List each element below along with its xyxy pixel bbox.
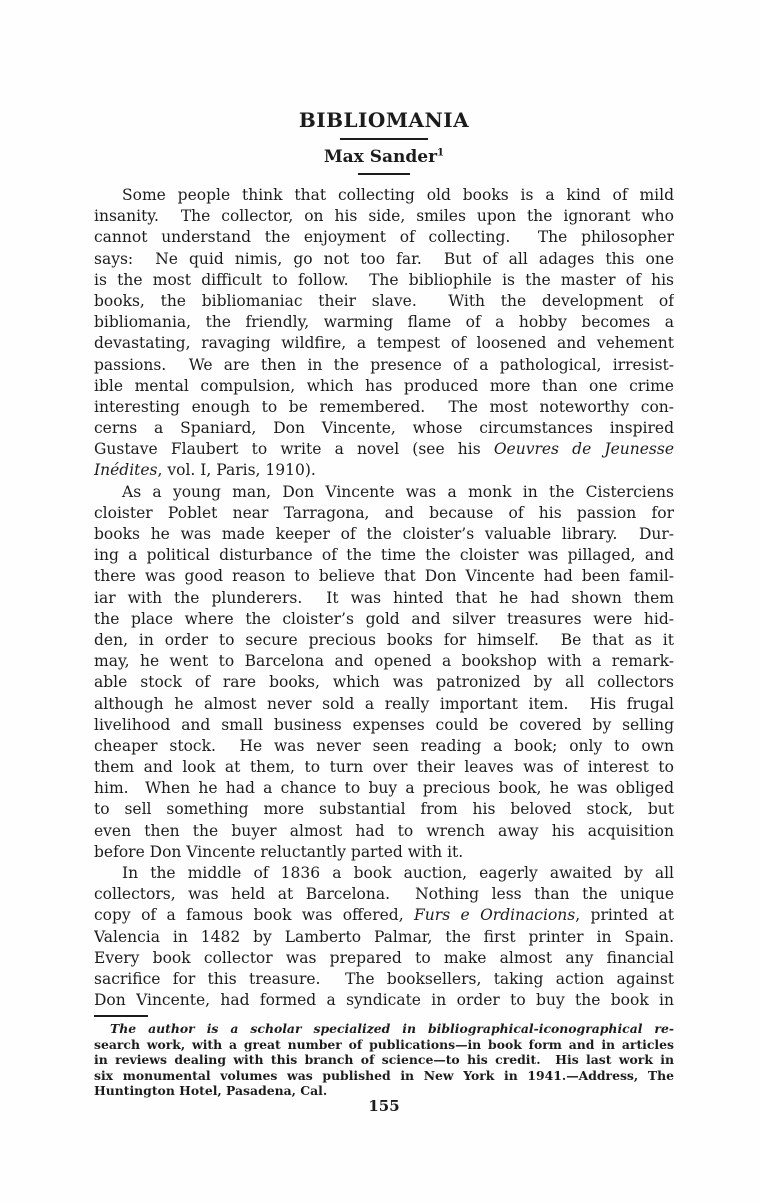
text-line: to sell something more substantial from his beloved stock, but [94, 800, 674, 819]
text-line: In the middle of 1836 a book auction, eagerly awaited by all [122, 864, 674, 882]
text-line: livelihood and small business expenses could be covered by selling [94, 715, 674, 734]
footnote-rule [94, 1015, 148, 1017]
text-line: iar with the plunderers. It was hinted that he had shown them [94, 588, 674, 607]
text-line: even then the buyer almost had to wrench away his acquisition [94, 821, 674, 840]
text-line: den, in order to secure precious books for himself. Be that as it [94, 630, 674, 649]
author-name: Max Sander [323, 147, 438, 167]
text-line: him. When he had a chance to buy a precious book, he was obliged [94, 779, 674, 798]
page-title: BIBLIOMANIA [298, 108, 470, 132]
text-line: As a young man, Don Vincente was a monk in the Cisterciens [122, 482, 674, 501]
text-line: interesting enough to be remembered. The most noteworthy con- [94, 397, 674, 416]
author-byline [94, 147, 674, 167]
text-line: cerns a Spaniard, Don Vincente, whose circumstances inspired [94, 419, 674, 438]
text-line: bibliomania, the friendly, warming flame of a hobby becomes a [94, 313, 674, 332]
text-line: able stock of rare books, which was patronized by all collectors [94, 673, 674, 692]
text-line: Don Vincente, had formed a syndicate in order to buy the book in [94, 991, 674, 1010]
text-line: search work, with a great number of publications—in book form and in articles [94, 1036, 674, 1052]
text-line: cheaper stock. He was never seen reading a book; only to own [94, 736, 674, 755]
text-line: there was good reason to believe that Don Vincente had been famil- [94, 567, 674, 586]
text-line: six monumental volumes was published in New York in 1941.—Address, The [94, 1067, 674, 1083]
text-line: is the most difficult to follow. The bibliophile is the master of his [94, 270, 674, 289]
text-line: the place where the cloister’s gold and silver treasures were hid- [94, 609, 674, 628]
text-line: may, he went to Barcelona and opened a bookshop with a remark- [94, 652, 674, 671]
text-line: Some people think that collecting old books is a kind of mild [122, 186, 674, 204]
text-line: cannot understand the enjoyment of collecting. The philosopher [94, 228, 674, 247]
text-line: books he was made keeper of the cloister’s valuable library. Dur- [94, 525, 674, 543]
footnote-text [94, 1021, 674, 1099]
text-line: although he almost never sold a really important item. His frugal [94, 694, 674, 713]
text-line: The author is a scholar specialized in bibliographical-iconographical re- [110, 1021, 674, 1036]
text-line: Valencia in 1482 by Lamberto Palmar, the first printer in Spain. [94, 927, 674, 946]
text-line: devastating, ravaging wildfire, a tempest of loosened and vehement [94, 334, 674, 353]
text-line: passions. We are then in the presence of a pathological, irresist- [94, 355, 674, 374]
text-line: insanity. The collector, on his side, smiles upon the ignorant who [94, 207, 674, 226]
footnote-marker: 1 [437, 146, 445, 159]
text-line: collectors, was held at Barcelona. Nothing less than the unique [94, 885, 674, 904]
body-text [94, 185, 674, 1011]
text-line: cloister Poblet near Tarragona, and because of his passion for [94, 503, 674, 522]
title-rule [340, 138, 428, 140]
text-line: Every book collector was prepared to make almost any financial [94, 948, 674, 967]
text-line: ible mental compulsion, which has produced more than one crime [94, 376, 674, 395]
text-line: says: Ne quid nimis, go not too far. But of all adages this one [94, 249, 674, 268]
text-line: Inédites, vol. I, Paris, 1910). [94, 461, 316, 480]
byline-rule [358, 173, 410, 175]
text-line: before Don Vincente reluctantly parted with it. [94, 842, 464, 861]
text-line: Huntington Hotel, Pasadena, Cal. [94, 1083, 328, 1099]
text-line: in reviews dealing with this branch of science—to his credit. His last work in [94, 1052, 674, 1068]
text-line: ing a political disturbance of the time the cloister was pillaged, and [94, 546, 674, 565]
text-line: them and look at them, to turn over their leaves was of interest to [94, 758, 674, 777]
text-line: books, the bibliomaniac their slave. With the development of [94, 291, 674, 310]
text-line: Gustave Flaubert to write a novel (see his Oeuvres de Jeunesse [94, 440, 674, 459]
page-number: 155 [368, 1097, 400, 1115]
text-line: sacrifice for this treasure. The booksellers, taking action against [94, 969, 674, 988]
masthead [94, 108, 674, 175]
text-line: copy of a famous book was offered, Furs e Ordinacions, printed at [94, 906, 674, 925]
